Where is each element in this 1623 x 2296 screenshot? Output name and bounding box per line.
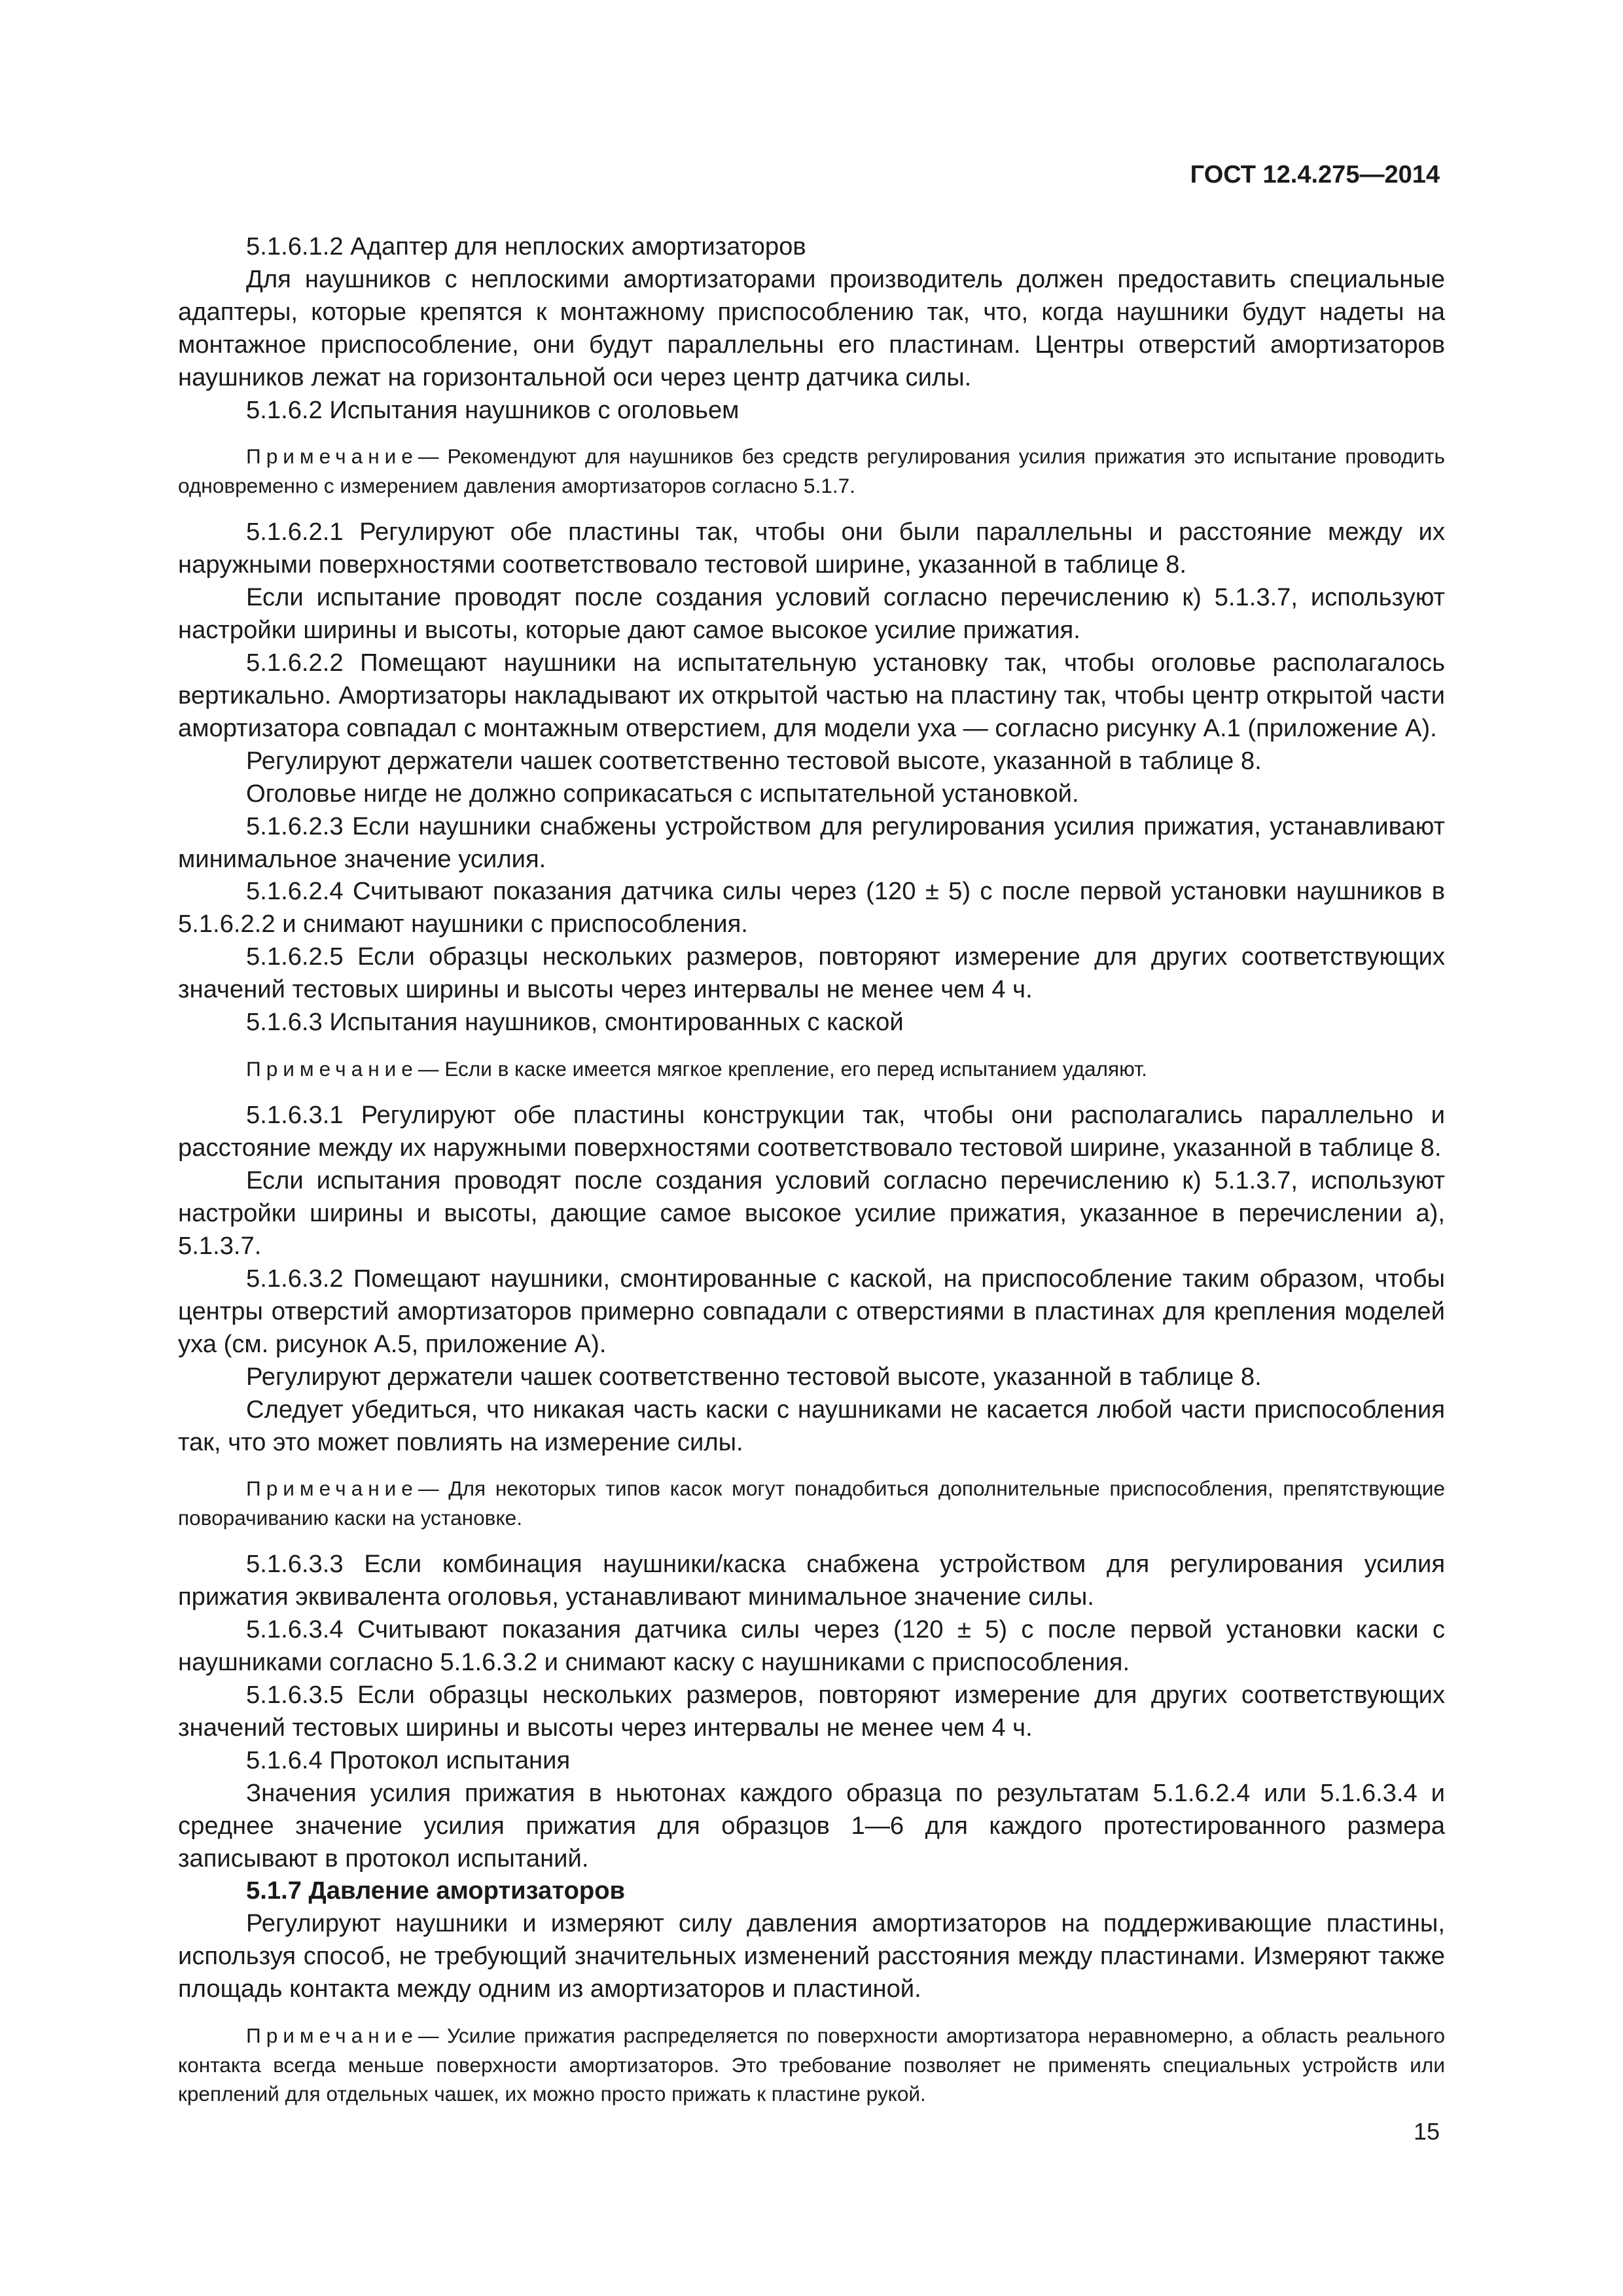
note-text: — Если в каске имеется мягкое крепление, его перед испытанием удаляют. bbox=[418, 1056, 1147, 1081]
paragraph: Регулируют держатели чашек соответственно тестовой высоте, указанной в таблице 8. bbox=[246, 746, 1262, 775]
paragraph: Для наушников с неплоскими амортизаторами производитель должен предоставить специальные адаптеры, которые крепятся к монтажному приспособлению так, что, когда наушники будут надеты на монтажное приспособление, они будут параллельны его пластинам. Центры отверстий амортизаторов наушников лежат на горизонтальной оси через центр датчика силы. bbox=[178, 264, 1445, 391]
paragraph: 5.1.6.4 Протокол испытания bbox=[246, 1746, 571, 1774]
paragraph: Если испытания проводят после создания условий согласно перечислению к) 5.1.3.7, используют настройки ширины и высоты, дающие самое высокое усилие прижатия, указанное в перечислении а), 5.1.3.7. bbox=[178, 1166, 1445, 1261]
paragraph: 5.1.6.3.3 Если комбинация наушники/каска снабжена устройством для регулирования усилия прижатия эквивалента оголовья, устанавливают минимальное значение силы. bbox=[178, 1550, 1445, 1611]
paragraph: 5.1.6.2.5 Если образцы нескольких размеров, повторяют измерение для других соответствующих значений тестовых ширины и высоты через интервалы не менее чем 4 ч. bbox=[178, 942, 1445, 1004]
note-label: Примечание bbox=[246, 444, 418, 469]
note-text: — Для некоторых типов касок могут понадобиться дополнительные приспособления, препятствующие поворачиванию каски на установке. bbox=[178, 1477, 1445, 1530]
section-heading: 5.1.7 Давление амортизаторов bbox=[246, 1876, 626, 1905]
note-label: Примечание bbox=[246, 1056, 418, 1081]
paragraph: Регулируют держатели чашек соответственно тестовой высоте, указанной в таблице 8. bbox=[246, 1362, 1262, 1391]
note bbox=[178, 442, 1445, 500]
note-label: Примечание bbox=[246, 2024, 418, 2048]
paragraph: 5.1.6.3.1 Регулируют обе пластины конструкции так, чтобы они располагались параллельно и расстояние между их наружными поверхностями соответствовало тестовой ширине, указанной в таблице 8. bbox=[178, 1101, 1445, 1162]
paragraph: 5.1.6.3.4 Считывают показания датчика силы через (120 ± 5) с после первой установки каски с наушниками согласно 5.1.6.3.2 и снимают каску с наушниками с приспособления. bbox=[178, 1615, 1445, 1677]
paragraph: Если испытание проводят после создания условий согласно перечислению к) 5.1.3.7, используют настройки ширины и высоты, которые дают самое высокое усилие прижатия. bbox=[178, 583, 1445, 645]
note bbox=[178, 1054, 1445, 1084]
note bbox=[178, 2021, 1445, 2109]
page-body bbox=[178, 230, 1445, 2125]
paragraph: Регулируют наушники и измеряют силу давления амортизаторов на поддерживающие пластины, используя способ, не требующий значительных изменений расстояния между пластинами. Измеряют также площадь контакта между одним из амортизаторов и пластиной. bbox=[178, 1909, 1445, 2003]
paragraph: 5.1.6.2.2 Помещают наушники на испытательную установку так, чтобы оголовье располагалось вертикально. Амортизаторы накладывают их открытой частью на пластину так, чтобы центр открытой части амортизатора совпадал с монтажным отверстием, для модели уха — согласно рисунку А.1 (приложение А). bbox=[178, 649, 1445, 742]
note-label: Примечание bbox=[246, 1477, 418, 1501]
paragraph: Оголовье нигде не должно соприкасаться с испытательной установкой. bbox=[246, 779, 1079, 808]
note-text: — Рекомендуют для наушников без средств регулирования усилия прижатия это испытание проводить одновременно с измерением давления амортизаторов согласно 5.1.7. bbox=[178, 444, 1445, 497]
paragraph: 5.1.6.2 Испытания наушников с оголовьем bbox=[246, 395, 740, 424]
standard-header: ГОСТ 12.4.275—2014 bbox=[1190, 161, 1440, 188]
note bbox=[178, 1474, 1445, 1532]
note-text: — Усилие прижатия распределяется по поверхности амортизатора неравномерно, а область реального контакта всегда меньше поверхности амортизаторов. Это требование позволяет не применять специальных устройств или креплений для отдельных чашек, их можно просто прижать к пластине рукой. bbox=[178, 2024, 1445, 2106]
paragraph: 5.1.6.2.3 Если наушники снабжены устройством для регулирования усилия прижатия, устанавливают минимальное значение усилия. bbox=[178, 812, 1445, 873]
page-number: 15 bbox=[1413, 2118, 1440, 2145]
paragraph: Следует убедиться, что никакая часть каски с наушниками не касается любой части приспособления так, что это может повлиять на измерение силы. bbox=[178, 1395, 1445, 1456]
paragraph: 5.1.6.1.2 Адаптер для неплоских амортизаторов bbox=[246, 232, 806, 260]
paragraph: 5.1.6.2.1 Регулируют обе пластины так, чтобы они были параллельны и расстояние между их наружными поверхностями соответствовало тестовой ширине, указанной в таблице 8. bbox=[178, 518, 1445, 579]
paragraph: 5.1.6.2.4 Считывают показания датчика силы через (120 ± 5) с после первой установки наушников в 5.1.6.2.2 и снимают наушники с приспособления. bbox=[178, 877, 1445, 939]
paragraph: 5.1.6.3.2 Помещают наушники, смонтированные с каской, на приспособление таким образом, чтобы центры отверстий амортизаторов примерно совпадали с отверстиями в пластинах для крепления моделей уха (см. рисунок А.5, приложение А). bbox=[178, 1264, 1445, 1358]
paragraph: Значения усилия прижатия в ньютонах каждого образца по результатам 5.1.6.2.4 или 5.1.6.3.4 и среднее значение усилия прижатия для образцов 1—6 для каждого протестированного размера записывают в протокол испытаний. bbox=[178, 1778, 1445, 1873]
paragraph: 5.1.6.3 Испытания наушников, смонтированных с каской bbox=[246, 1008, 904, 1037]
paragraph: 5.1.6.3.5 Если образцы нескольких размеров, повторяют измерение для других соответствующих значений тестовых ширины и высоты через интервалы не менее чем 4 ч. bbox=[178, 1681, 1445, 1742]
